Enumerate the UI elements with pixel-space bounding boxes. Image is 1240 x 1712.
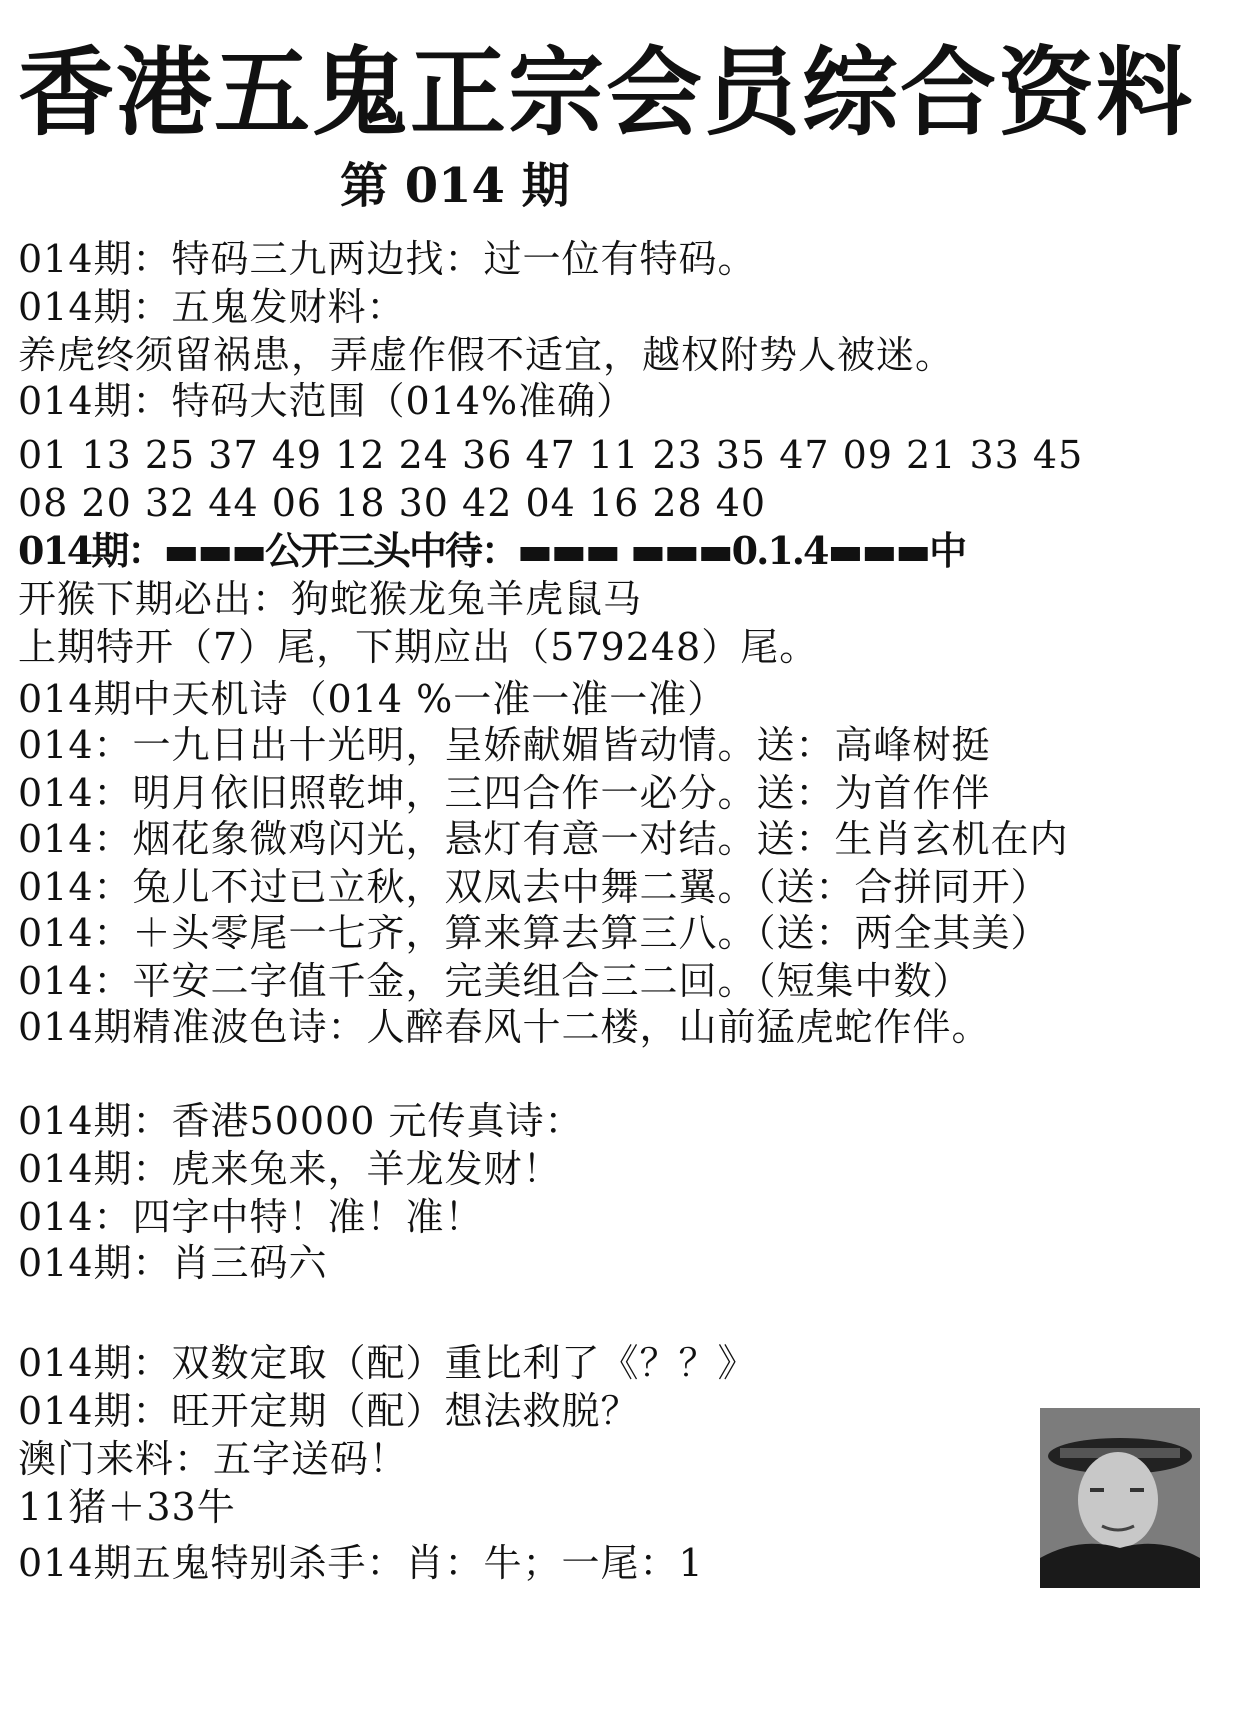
portrait-image [1040, 1408, 1200, 1588]
text-line: 014期：特码大范围（014%准确） [18, 379, 636, 423]
issue-number: 第 014 期 [340, 158, 570, 214]
text-line: 澳门来料：五字送码！ [18, 1437, 409, 1481]
text-line: 014期：肖三码六 [18, 1241, 328, 1285]
text-line: 养虎终须留祸患，弄虚作假不适宜，越权附势人被迷。 [18, 333, 955, 377]
text-line: 014期：香港50000 元传真诗： [18, 1099, 584, 1143]
text-line: 014期精准波色诗：人醉春风十二楼，山前猛虎蛇作伴。 [18, 1005, 991, 1049]
poem-line: 014：烟花象微鸡闪光，悬灯有意一对结。送：生肖玄机在内 [18, 817, 1069, 861]
number-list-row: 01 13 25 37 49 12 24 36 47 11 23 35 47 09 21 33 45 [18, 433, 1084, 477]
poem-line: 014：＋头零尾一七齐，算来算去算三八。（送：两全其美） [18, 911, 1050, 955]
text-line: 014期中天机诗（014 %一准一准一准） [18, 677, 727, 721]
text-line: 11猪＋33牛 [18, 1485, 236, 1529]
text-line: 014期五鬼特别杀手：肖：牛；一尾：1 [18, 1541, 704, 1585]
text-line: 上期特开（7）尾，下期应出（579248）尾。 [18, 625, 819, 669]
text-line: 014期：双数定取（配）重比利了《？？》 [18, 1341, 757, 1385]
text-line: 014：四字中特！准！准！ [18, 1195, 484, 1239]
page-title: 香港五鬼正宗会员综合资料 [18, 37, 1194, 149]
text-line: 014期：虎来兔来，羊龙发财！ [18, 1147, 562, 1191]
text-line: 014期：旺开定期（配）想法救脱？ [18, 1389, 640, 1433]
text-line: 014期：五鬼发财料： [18, 285, 406, 329]
portrait-photo [1040, 1408, 1200, 1588]
poem-line: 014：平安二字值千金，完美组合三二回。（短集中数） [18, 959, 972, 1003]
poem-line: 014：明月依旧照乾坤，三四合作一必分。送：为首作伴 [18, 771, 991, 815]
poem-line: 014：兔儿不过已立秋，双凤去中舞二翼。（送：合拼同开） [18, 865, 1050, 909]
poem-line: 014：一九日出十光明，呈娇献媚皆动情。送：高峰树挺 [18, 723, 991, 767]
text-line: 014期：▬▬▬公开三头中待：▬▬▬ ▬▬▬0.1.4▬▬▬中 [18, 528, 966, 573]
number-list-row: 08 20 32 44 06 18 30 42 04 16 28 40 [18, 481, 767, 525]
text-line: 014期：特码三九两边找：过一位有特码。 [18, 237, 757, 281]
text-line: 开猴下期必出：狗蛇猴龙兔羊虎鼠马 [18, 577, 643, 621]
